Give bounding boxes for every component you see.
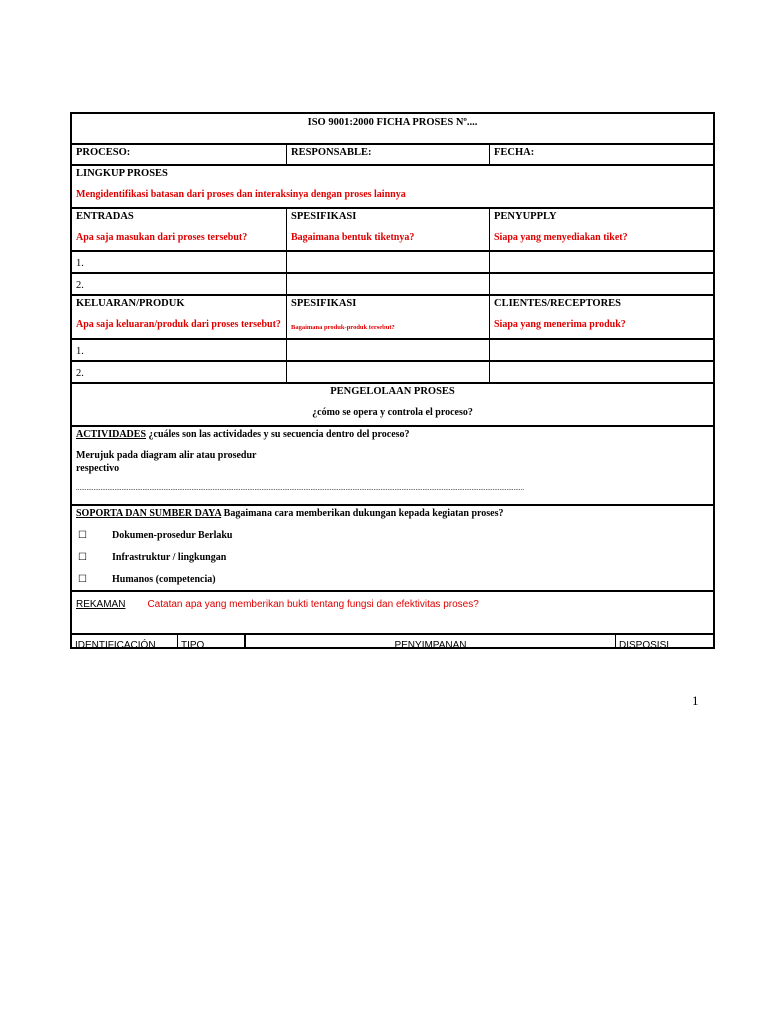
penyimpanan-header: PENYIMPANAN: [394, 640, 467, 647]
form-title: ISO 9001:2000 FICHA PROSES Nº....: [307, 117, 478, 128]
spesifikasi-label: SPESIFIKASI: [291, 298, 357, 309]
penyupply-label: PENYUPPLY: [494, 211, 557, 222]
lingkup-label: LINGKUP PROSES: [76, 168, 168, 179]
pengelolaan-row: [72, 382, 713, 425]
proceso-label: PROCESO:: [76, 147, 131, 158]
keluaran-question: Apa saja keluaran/produk dari proses tersebut?: [76, 319, 281, 330]
keluaran-row-1: [72, 338, 713, 360]
keluaran-row-2: [72, 360, 713, 382]
soporta-item: [76, 568, 709, 590]
row-number: 2.: [76, 280, 84, 291]
lingkup-text: Mengidentifikasi batasan dari proses dan interaksinya dengan proses lainnya: [76, 189, 406, 200]
row-number: 2.: [76, 368, 84, 379]
form-title-row: [72, 114, 713, 143]
actividades-label: ACTIVIDADES: [76, 429, 147, 440]
soporta-item-label: Infrastruktur / lingkungan: [112, 551, 227, 563]
checkbox-icon: ☐: [78, 573, 87, 585]
rekaman-label: REKAMAN: [76, 599, 126, 610]
soporta-item-label: Dokumen-prosedur Berlaku: [112, 529, 233, 541]
pengelolaan-label: PENGELOLAAN PROSES: [330, 386, 455, 397]
footer-row: [72, 633, 713, 647]
spesifikasi-label: SPESIFIKASI: [291, 211, 357, 222]
entradas-question: Apa saja masukan dari proses tersebut?: [76, 232, 248, 243]
entradas-label: ENTRADAS: [76, 211, 134, 222]
checkbox-icon: ☐: [78, 551, 87, 563]
soporta-item-label: Humanos (competencia): [112, 573, 216, 585]
checkbox-icon: ☐: [78, 529, 87, 541]
dotted-line: ................................................................................................................................................................................................................................................................: [76, 484, 524, 492]
clientes-question: Siapa yang menerima produk?: [494, 319, 626, 330]
fecha-label: FECHA:: [494, 147, 535, 158]
soporta-item: [76, 546, 709, 568]
lingkup-row: [72, 164, 713, 207]
header-row: [72, 143, 713, 164]
rekaman-text: Catatan apa yang memberikan bukti tentang fungsi dan efektivitas proses?: [147, 599, 479, 610]
spesifikasi-question: Bagaimana bentuk tiketnya?: [291, 232, 415, 243]
clientes-label: CLIENTES/RECEPTORES: [494, 298, 622, 309]
entradas-row: [72, 207, 713, 250]
soporta-label: SOPORTA DAN SUMBER DAYA: [76, 508, 222, 519]
disposisi-header: DISPOSISI: [619, 640, 670, 647]
soporta-item: [76, 524, 709, 546]
actividades-question: ¿cuáles son las actividades y su secuencia dentro del proceso?: [146, 429, 410, 440]
entradas-row-2: [72, 272, 713, 294]
responsable-label: RESPONSABLE:: [291, 147, 372, 158]
soporta-question: Bagaimana cara memberikan dukungan kepada kegiatan proses?: [221, 508, 504, 519]
row-number: 1.: [76, 258, 84, 269]
actividades-line1: Merujuk pada diagram alir atau prosedur: [76, 450, 257, 461]
spesifikasi-question: Bagaimana produk-produk tersebut?: [291, 324, 395, 331]
entradas-row-1: [72, 250, 713, 272]
process-form: [70, 112, 715, 649]
identificacion-header: IDENTIFICACIÓN: [75, 640, 156, 647]
keluaran-row: [72, 294, 713, 338]
soporta-row: [72, 504, 713, 590]
pengelolaan-question: ¿cómo se opera y controla el proceso?: [312, 407, 473, 418]
rekaman-row: [72, 590, 713, 633]
penyupply-question: Siapa yang menyediakan tiket?: [494, 232, 628, 243]
page-number: 1: [692, 693, 699, 708]
tipo-header: TIPO: [181, 640, 205, 647]
row-number: 1.: [76, 346, 84, 357]
actividades-line2: respectivo: [76, 463, 120, 474]
actividades-row: [72, 425, 713, 504]
keluaran-label: KELUARAN/PRODUK: [76, 298, 185, 309]
